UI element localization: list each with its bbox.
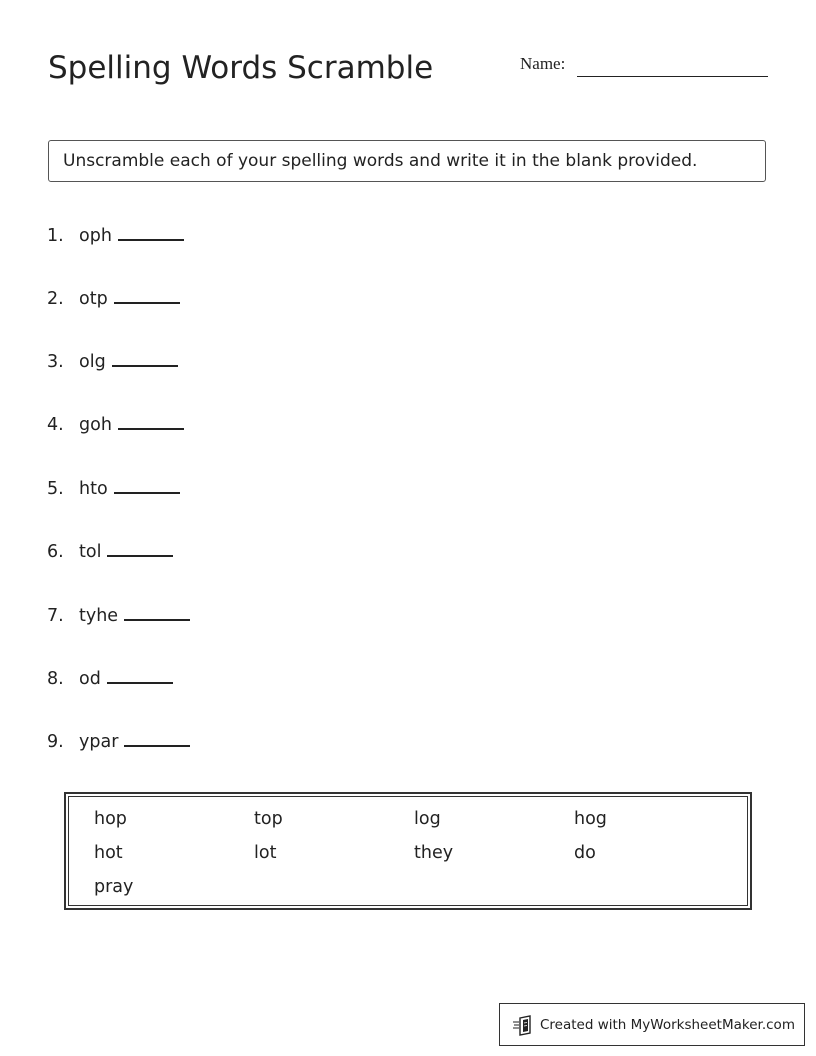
word-bank-item: hot xyxy=(94,843,123,863)
answer-blank[interactable] xyxy=(118,412,184,430)
answer-blank[interactable] xyxy=(114,286,180,304)
problem-item xyxy=(47,603,190,629)
footer-badge[interactable] xyxy=(499,1003,805,1046)
problem-number: 3. xyxy=(47,352,64,372)
problem-number: 1. xyxy=(47,226,64,246)
word-bank-inner-border xyxy=(68,796,748,906)
scrambled-word: goh xyxy=(79,415,112,435)
name-label: Name: xyxy=(520,54,566,73)
problem-number: 9. xyxy=(47,732,64,752)
problem-number: 6. xyxy=(47,542,64,562)
problem-item xyxy=(47,412,184,438)
word-bank-item: lot xyxy=(254,843,277,863)
word-bank-item: hop xyxy=(94,809,127,829)
problem-item xyxy=(47,729,190,755)
problem-item xyxy=(47,286,180,312)
problem-item xyxy=(47,539,173,565)
answer-blank[interactable] xyxy=(112,349,178,367)
scrambled-word: otp xyxy=(79,289,108,309)
scrambled-word: od xyxy=(79,669,101,689)
problem-item xyxy=(47,476,180,502)
word-bank-item: they xyxy=(414,843,454,863)
book-logo-icon xyxy=(512,1014,534,1036)
word-bank-item: do xyxy=(574,843,596,863)
problem-number: 2. xyxy=(47,289,64,309)
word-bank-item: top xyxy=(254,809,283,829)
problem-number: 8. xyxy=(47,669,64,689)
word-bank-item: hog xyxy=(574,809,607,829)
word-bank-item: pray xyxy=(94,877,134,897)
problem-number: 7. xyxy=(47,606,64,626)
scrambled-word: hto xyxy=(79,479,108,499)
problem-item xyxy=(47,666,173,692)
answer-blank[interactable] xyxy=(107,666,173,684)
worksheet-title: Spelling Words Scramble xyxy=(48,50,434,86)
answer-blank[interactable] xyxy=(114,476,180,494)
scrambled-word: ypar xyxy=(79,732,119,752)
scrambled-word: olg xyxy=(79,352,106,372)
problem-item xyxy=(47,223,184,249)
scrambled-word: tyhe xyxy=(79,606,119,626)
word-bank-item: log xyxy=(414,809,441,829)
word-bank xyxy=(64,792,752,910)
scrambled-word: oph xyxy=(79,226,112,246)
name-blank-line[interactable] xyxy=(577,76,768,77)
answer-blank[interactable] xyxy=(118,223,184,241)
footer-credit-text: Created with MyWorksheetMaker.com xyxy=(540,1016,795,1033)
problem-number: 4. xyxy=(47,415,64,435)
answer-blank[interactable] xyxy=(124,603,190,621)
answer-blank[interactable] xyxy=(107,539,173,557)
answer-blank[interactable] xyxy=(124,729,190,747)
problem-item xyxy=(47,349,178,375)
instructions-box: Unscramble each of your spelling words and write it in the blank provided. xyxy=(48,140,766,182)
problem-number: 5. xyxy=(47,479,64,499)
scrambled-word: tol xyxy=(79,542,102,562)
